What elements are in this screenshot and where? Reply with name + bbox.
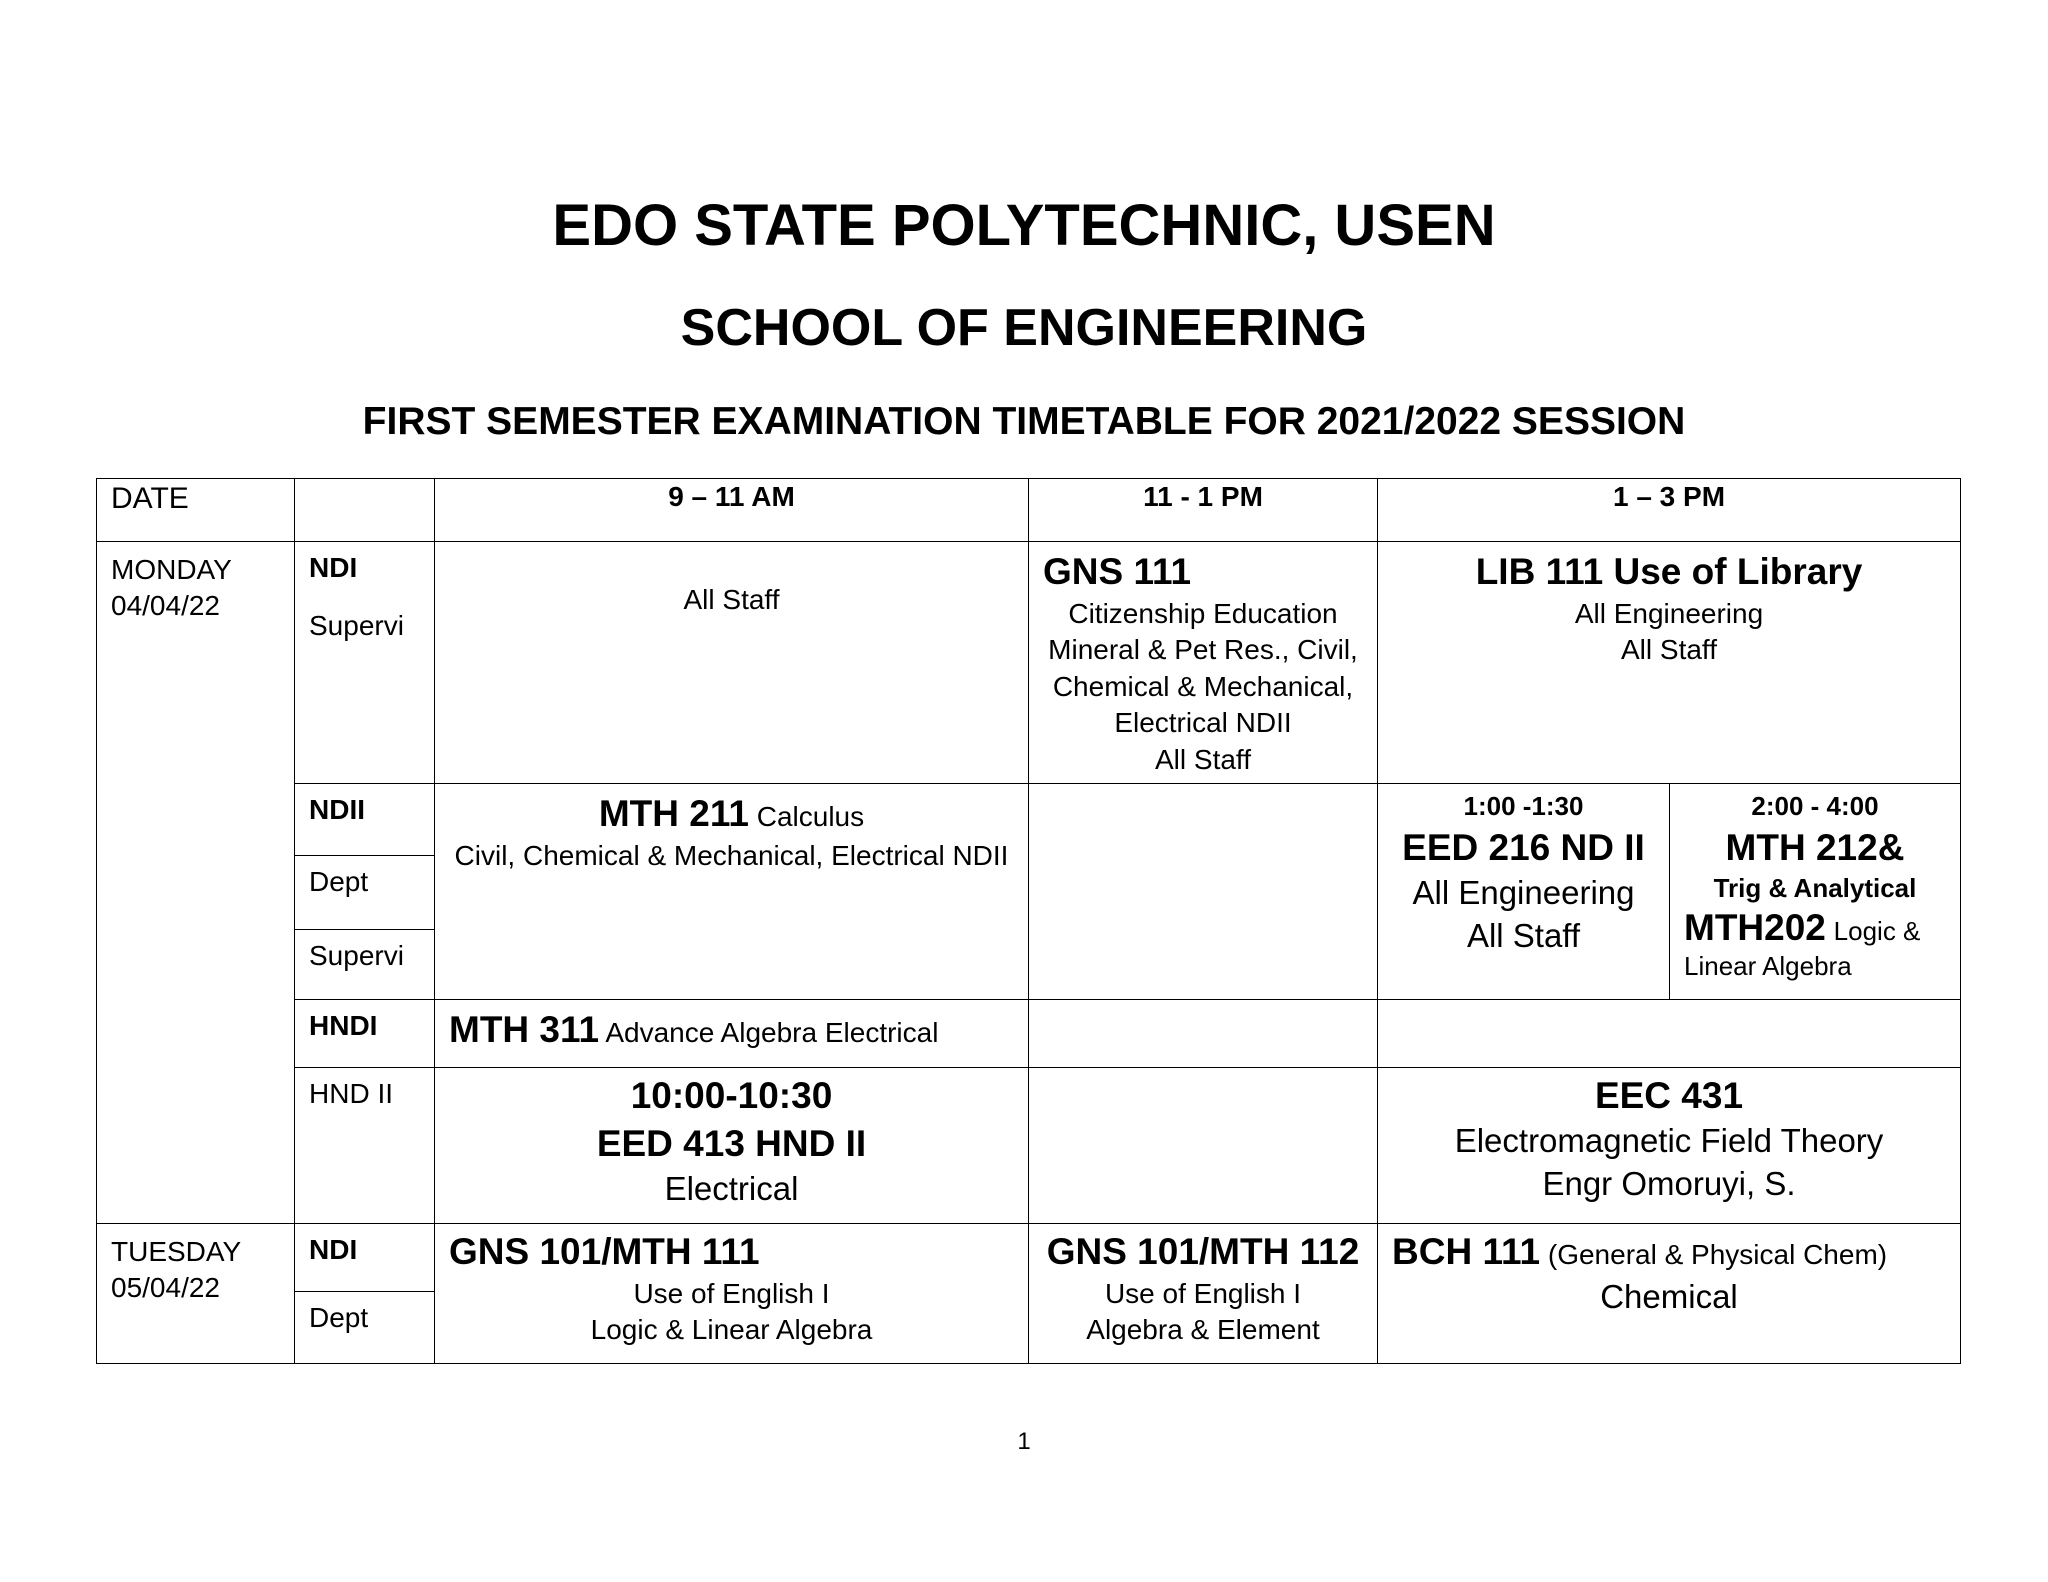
level-label: HND II	[295, 1068, 435, 1224]
course-title: Advance Algebra	[605, 1017, 818, 1048]
course-code: EED 216 ND II	[1402, 826, 1645, 868]
course-code: EEC 431	[1594, 1075, 1744, 1116]
table-row	[97, 1000, 1961, 1068]
course-code: GNS 101/MTH 112	[1046, 1231, 1360, 1272]
day-label: TUESDAY	[111, 1236, 242, 1267]
course-detail: All Staff	[1466, 916, 1581, 954]
table-row	[97, 542, 1961, 784]
day-label: MONDAY	[111, 554, 232, 585]
header-slot-11-1: 11 - 1 PM	[1029, 479, 1378, 542]
supervisor-text: All Staff	[683, 584, 780, 615]
course-detail: All Staff	[1155, 743, 1251, 775]
exam-cell	[1378, 542, 1961, 784]
exam-cell	[435, 1224, 1029, 1364]
header-level	[295, 479, 435, 542]
course-detail: Mineral & Pet Res., Civil,	[1048, 634, 1358, 666]
exam-cell	[1029, 542, 1378, 784]
table-row	[97, 1224, 1961, 1292]
course-detail: Use of English I	[633, 1278, 830, 1310]
date-label: 04/04/22	[111, 590, 220, 622]
level-label: NDI	[295, 1224, 435, 1292]
course-detail: All Staff	[1621, 634, 1717, 666]
course-code: GNS 101/MTH 111	[449, 1231, 760, 1272]
course-detail: Citizenship Education	[1068, 598, 1338, 630]
course-title: (General & Physical Chem)	[1547, 1239, 1888, 1270]
role-label: Supervi	[295, 930, 435, 1000]
course-detail: All Engineering	[1412, 873, 1635, 911]
level-label: HNDI	[295, 1000, 435, 1068]
exam-cell	[435, 1068, 1029, 1224]
course-dept: Electrical	[824, 1017, 939, 1048]
exam-cell	[1378, 1224, 1961, 1364]
course-title: Logic &	[1833, 915, 1921, 946]
role-label: Dept	[295, 856, 435, 930]
exam-time: 1:00 -1:30	[1463, 791, 1584, 821]
timetable-title: FIRST SEMESTER EXAMINATION TIMETABLE FOR 2021/2022 SESSION	[362, 400, 1686, 443]
course-code: BCH 111	[1392, 1231, 1541, 1272]
table-row	[97, 1068, 1961, 1224]
course-detail: All Engineering	[1574, 598, 1764, 630]
course-detail: Civil, Chemical & Mechanical, Electrical NDII	[454, 840, 1009, 872]
role-label: Dept	[295, 1292, 435, 1364]
course-code: MTH 212&	[1725, 826, 1905, 868]
header-slot-9-11: 9 – 11 AM	[435, 479, 1029, 542]
exam-timetable	[96, 478, 1961, 1364]
level-label: NDI	[309, 552, 358, 583]
course-detail: Chemical & Mechanical,	[1052, 670, 1354, 702]
course-detail: Chemical	[1600, 1278, 1738, 1316]
exam-cell	[435, 784, 1029, 1000]
course-code: MTH202	[1684, 906, 1826, 948]
exam-cell-empty	[1029, 784, 1378, 1000]
page-number: 1	[1017, 1428, 1031, 1455]
course-heading	[1378, 1224, 1960, 1276]
course-code: MTH 211	[598, 793, 749, 834]
course-heading	[1670, 906, 1960, 950]
tuesday-date-cell	[97, 1224, 295, 1364]
course-detail: Engr Omoruyi, S.	[1542, 1164, 1796, 1202]
course-code: EED 413 HND II	[596, 1123, 867, 1165]
course-detail: Linear Algebra	[1684, 951, 1852, 982]
monday-date-cell	[97, 542, 295, 1224]
header-date: DATE	[97, 479, 295, 542]
header-row	[97, 479, 1961, 542]
course-detail: Use of English I	[1104, 1278, 1302, 1310]
exam-cell-empty	[1029, 1068, 1378, 1224]
course-title: Calculus	[756, 801, 865, 832]
course-code: LIB 111 Use of Library	[1475, 551, 1863, 592]
exam-cell-empty	[1378, 1000, 1961, 1068]
exam-cell	[1670, 784, 1961, 1000]
exam-cell	[435, 542, 1029, 784]
course-detail: Logic & Linear Algebra	[590, 1314, 873, 1346]
date-label: 05/04/22	[111, 1272, 220, 1304]
course-detail: Electromagnetic Field Theory	[1454, 1122, 1884, 1160]
course-code: GNS 111	[1043, 551, 1192, 592]
course-detail: Electrical NDII	[1114, 707, 1292, 739]
course-detail: Algebra & Element	[1086, 1314, 1320, 1346]
role-label: Supervi	[309, 610, 404, 642]
table-row	[97, 784, 1961, 856]
exam-cell	[1029, 1224, 1378, 1364]
school-title: SCHOOL OF ENGINEERING	[680, 299, 1368, 357]
exam-cell	[1378, 784, 1670, 1000]
course-code: MTH 311	[449, 1009, 600, 1050]
course-detail: Electrical	[664, 1170, 799, 1208]
course-heading	[435, 784, 1028, 838]
exam-time: 2:00 - 4:00	[1751, 791, 1879, 821]
exam-cell	[435, 1000, 1029, 1068]
exam-cell	[1378, 1068, 1961, 1224]
level-cell	[295, 542, 435, 784]
level-label: NDII	[295, 784, 435, 856]
header-slot-1-3: 1 – 3 PM	[1378, 479, 1961, 542]
course-subtitle: Trig & Analytical	[1713, 872, 1917, 903]
exam-cell-empty	[1029, 1000, 1378, 1068]
exam-time: 10:00-10:30	[630, 1075, 833, 1116]
institution-title: EDO STATE POLYTECHNIC, USEN	[552, 193, 1496, 258]
